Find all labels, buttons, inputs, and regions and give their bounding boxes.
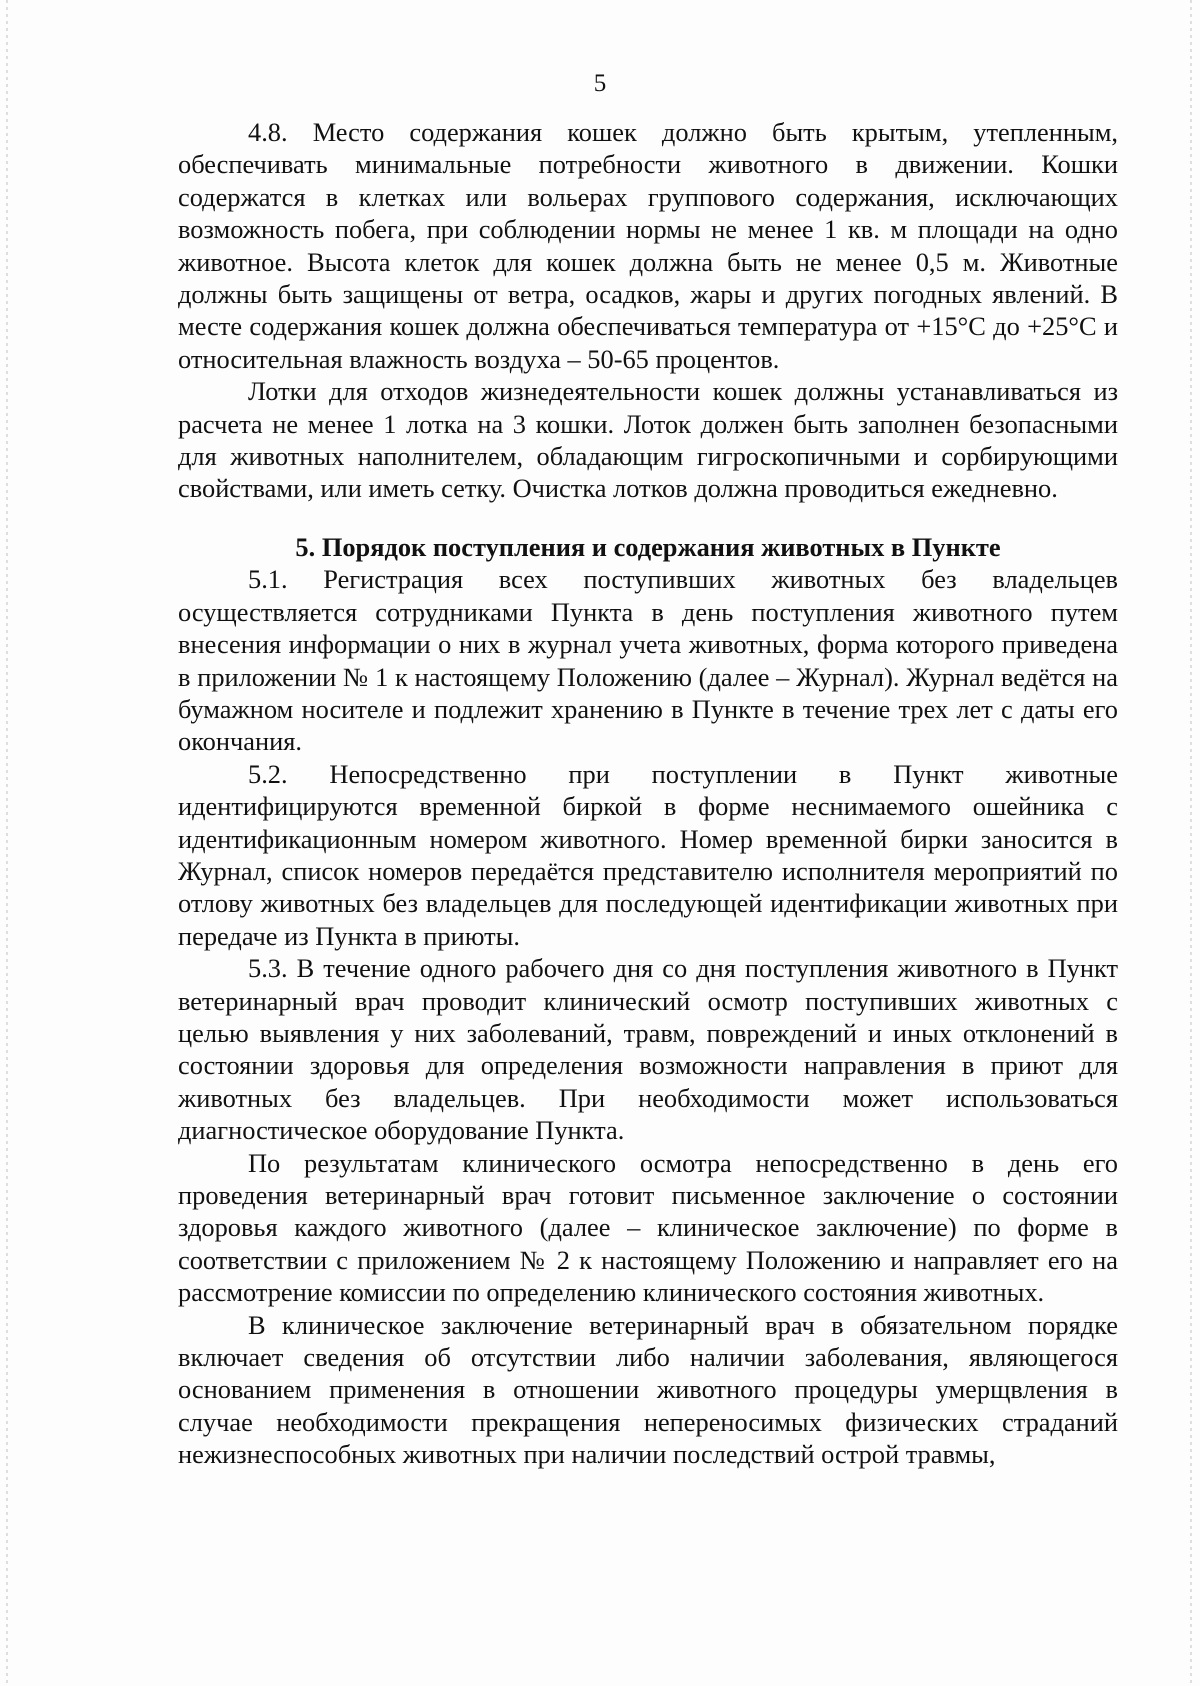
paragraph-clinical-results: По результатам клинического осмотра непосредственно в день его проведения ветеринарный врач готовит письменное заключение о состоянии здоровья каждого животного (далее – клиническое заключение) по форме в соответствии с приложением № 2 к настоящему Положению и направляет его на рассмотрение комиссии по определению клинического состояния животных. xyxy=(178,1147,1118,1308)
document-body xyxy=(178,116,1118,1471)
paragraph-litter-trays: Лотки для отходов жизнедеятельности кошек должны устанавливаться из расчета не менее 1 лотка на 3 кошки. Лоток должен быть заполнен безопасными для животных наполнителем, обладающим гигроскопичными и сорбирующими свойствами, или иметь сетку. Очистка лотков должна проводиться ежедневно. xyxy=(178,376,1118,504)
paragraph-4-8: 4.8. Место содержания кошек должно быть крытым, утепленным, обеспечивать минимальные потребности животного в движении. Кошки содержатся в клетках или вольерах группового содержания, исключающих возможность побега, при соблюдении нормы не менее 1 кв. м площади на одно животное. Высота клеток для кошек должна быть не менее 0,5 м. Животные должны быть защищены от ветра, осадков, жары и других погодных явлений. В месте содержания кошек должна обеспечиваться температура от +15°С до +25°С и относительная влажность воздуха – 50-65 процентов. xyxy=(178,117,1118,374)
paragraph-5-2: 5.2. Непосредственно при поступлении в Пункт животные идентифицируются временной биркой в форме неснимаемого ошейника с идентификационным номером животного. Номер временной бирки заносится в Журнал, список номеров передаётся представителю исполнителя мероприятий по отлову животных без владельцев для последующей идентификации животных при передаче из Пункта в приюты. xyxy=(178,758,1118,951)
section-heading: 5. Порядок поступления и содержания животных в Пункте xyxy=(295,531,1001,562)
paragraph-clinical-conclusion: В клиническое заключение ветеринарный врач в обязательном порядке включает сведения об отсутствии либо наличии заболевания, являющегося основанием применения в отношении животного процедуры умерщвления в случае необходимости прекращения непереносимых физических страданий нежизнеспособных животных при наличии последствий острой травмы, xyxy=(178,1309,1118,1470)
page-number: 5 xyxy=(593,70,607,97)
scan-edge-left xyxy=(6,0,8,1686)
paragraph-5-1: 5.1. Регистрация всех поступивших животных без владельцев осуществляется сотрудниками Пункта в день поступления животного путем внесения информации о них в журнал учета животных, форма которого приведена в приложении № 1 к настоящему Положению (далее – Журнал). Журнал ведётся на бумажном носителе и подлежит хранению в Пункте в течение трех лет с даты его окончания. xyxy=(178,564,1118,757)
paragraph-5-3: 5.3. В течение одного рабочего дня со дня поступления животного в Пункт ветеринарный врач проводит клинический осмотр поступивших животных с целью выявления у них заболеваний, травм, повреждений и иных отклонений в состоянии здоровья для определения возможности направления в приют для животных без владельцев. При необходимости может использоваться диагностическое оборудование Пункта. xyxy=(178,953,1118,1146)
scan-edge-right xyxy=(1190,0,1192,1686)
